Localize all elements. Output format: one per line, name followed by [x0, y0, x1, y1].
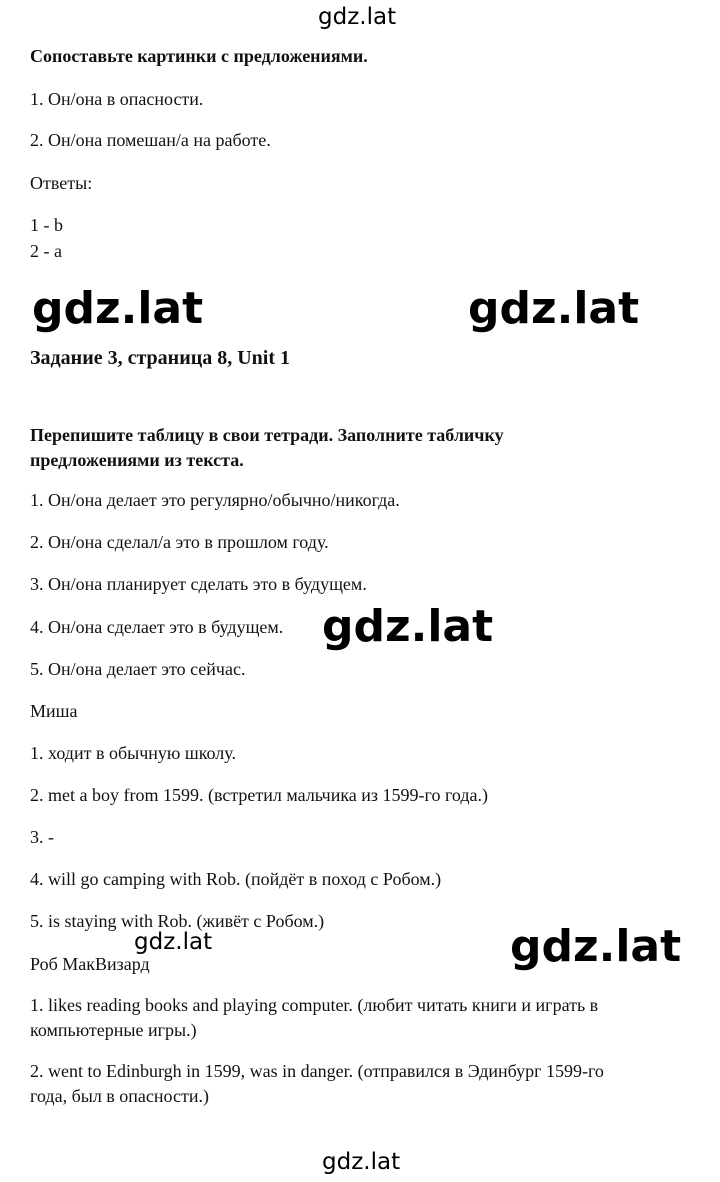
table-item: 5. Он/она делает это сейчас. — [30, 659, 246, 679]
watermark-mid-small: gdz.lat — [134, 929, 213, 955]
watermark-bottom: gdz.lat — [322, 1149, 401, 1175]
rob-name: Роб МакВизард — [30, 954, 150, 974]
misha-answer: 4. will go camping with Rob. (пойдёт в поход с Робом.) — [30, 869, 442, 889]
rob-answer: 2. went to Edinburgh in 1599, was in danger. (отправился в Эдинбург 1599-го — [30, 1061, 604, 1081]
table-item: 4. Он/она сделает это в будущем. — [30, 617, 284, 637]
watermark-top: gdz.lat — [318, 4, 397, 30]
misha-answer: 5. is staying with Rob. (живёт с Робом.) — [30, 911, 325, 931]
instruction-line: Перепишите таблицу в свои тетради. Заполните табличку — [30, 425, 504, 445]
watermark-center: gdz.lat — [322, 601, 494, 652]
section1-item: 1. Он/она в опасности. — [30, 89, 204, 109]
misha-answer: 2. met a boy from 1599. (встретил мальчика из 1599-го года.) — [30, 785, 489, 805]
watermark-mid-right: gdz.lat — [510, 921, 682, 972]
answers-label: Ответы: — [30, 173, 93, 193]
table-item: 2. Он/она сделал/а это в прошлом году. — [30, 532, 329, 552]
misha-answer: 1. ходит в обычную школу. — [30, 743, 236, 763]
answer-line: 1 - b — [30, 215, 63, 235]
section1-title: Сопоставьте картинки с предложениями. — [30, 46, 368, 66]
answer-line: 2 - a — [30, 241, 62, 261]
section1-item: 2. Он/она помешан/а на работе. — [30, 130, 271, 150]
instruction-line: предложениями из текста. — [30, 450, 244, 470]
misha-answer: 3. - — [30, 827, 54, 847]
rob-answer: года, был в опасности.) — [30, 1086, 209, 1106]
table-item: 1. Он/она делает это регулярно/обычно/никогда. — [30, 490, 400, 510]
task-heading: Задание 3, страница 8, Unit 1 — [30, 347, 291, 369]
table-item: 3. Он/она планирует сделать это в будущем. — [30, 574, 367, 594]
misha-name: Миша — [30, 701, 78, 721]
watermark-left: gdz.lat — [32, 283, 204, 334]
rob-answer: 1. likes reading books and playing computer. (любит читать книги и играть в — [30, 995, 599, 1015]
watermark-right: gdz.lat — [468, 283, 640, 334]
rob-answer: компьютерные игры.) — [30, 1020, 197, 1040]
